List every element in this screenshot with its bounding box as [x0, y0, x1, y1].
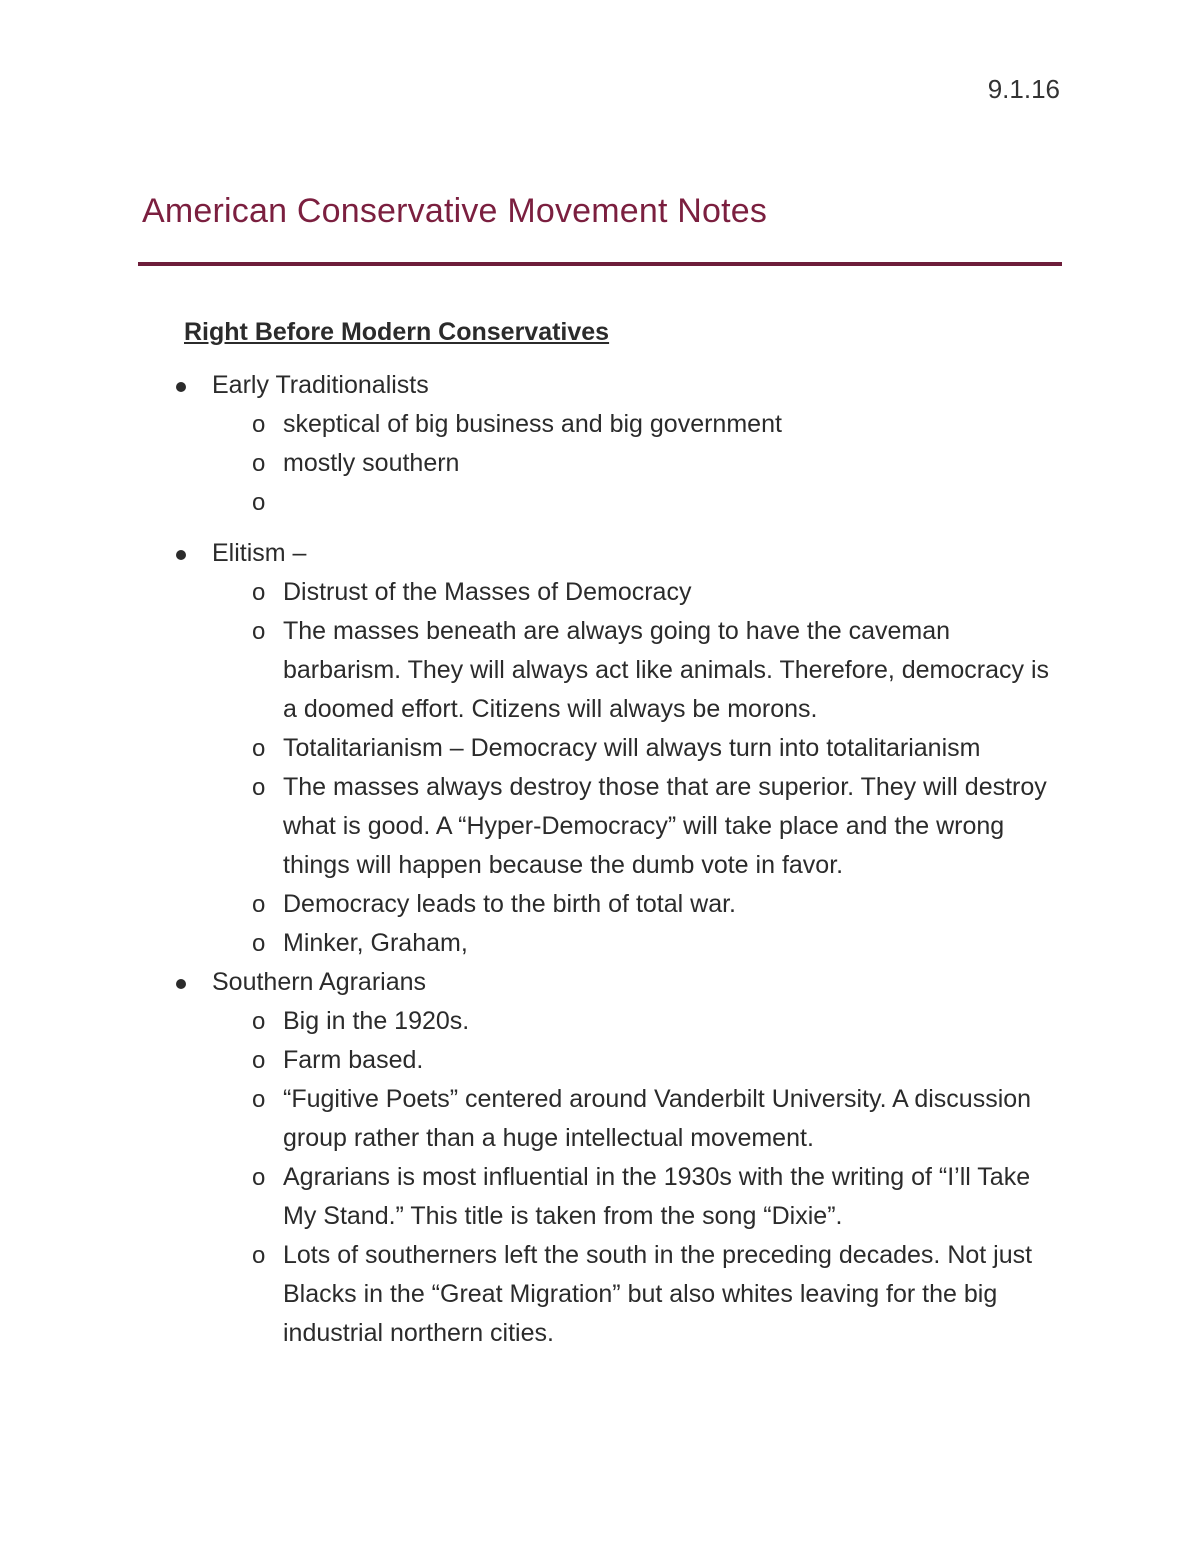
list-item-label: Southern Agrarians: [212, 968, 427, 996]
date-label: 9.1.16: [987, 74, 1060, 104]
bullet-list: [140, 366, 1060, 1353]
hollow-bullet-icon: o: [252, 489, 266, 516]
sub-list-item: [212, 1002, 1060, 1041]
sub-list-item-text: The masses always destroy those that are superior. They will destroy what is good. A “Hyper-Democracy” will take place and the wrong things will happen because the dumb vote in favor.: [283, 773, 1047, 879]
sub-list-item-text: Agrarians is most influential in the 1930s with the writing of “I’ll Take My Stand.” This title is taken from the song “Dixie”.: [283, 1163, 1031, 1230]
hollow-bullet-icon: o: [252, 618, 266, 645]
hollow-bullet-icon: o: [252, 1164, 266, 1191]
hollow-bullet-icon: o: [252, 1047, 266, 1074]
sub-list-item: [212, 405, 1060, 444]
hollow-bullet-icon: o: [252, 579, 266, 606]
bullet-icon: [176, 979, 186, 989]
sub-list-item-text: skeptical of big business and big government: [283, 410, 782, 438]
notes-content: [140, 313, 1060, 1353]
hollow-bullet-icon: o: [252, 774, 266, 801]
sub-list-item-text: “Fugitive Poets” centered around Vanderbilt University. A discussion group rather than a huge intellectual movement.: [283, 1085, 1032, 1152]
sub-list-item: [212, 729, 1060, 768]
hollow-bullet-icon: o: [252, 735, 266, 762]
list-item: [140, 534, 1060, 963]
hollow-bullet-icon: o: [252, 1008, 266, 1035]
bullet-icon: [176, 550, 186, 560]
sub-list-item-text: Farm based.: [283, 1046, 424, 1074]
sub-list-item-text: Democracy leads to the birth of total war.: [283, 890, 736, 918]
sub-list-item-text: Distrust of the Masses of Democracy: [283, 578, 692, 606]
title-divider: [138, 262, 1062, 266]
sub-list-item-text: Lots of southerners left the south in the preceding decades. Not just Blacks in the “Great Migration” but also whites leaving for the big industrial northern cities.: [283, 1241, 1033, 1347]
hollow-bullet-icon: o: [252, 411, 266, 438]
hollow-bullet-icon: o: [252, 1242, 266, 1269]
sub-list-item-text: Big in the 1920s.: [283, 1007, 470, 1035]
hollow-bullet-icon: o: [252, 930, 266, 957]
hollow-bullet-icon: o: [252, 891, 266, 918]
sub-list-item: [212, 1158, 1060, 1236]
sub-list-item-text: Minker, Graham,: [283, 929, 468, 957]
sub-list-item-text: Totalitarianism – Democracy will always turn into totalitarianism: [283, 734, 981, 762]
list-item-label: Elitism –: [212, 539, 307, 567]
sub-list-item: [212, 924, 1060, 963]
sub-list-item: [212, 1080, 1060, 1158]
sub-list-item: [212, 483, 1060, 534]
list-item-label: Early Traditionalists: [212, 371, 429, 399]
section-heading: Right Before Modern Conservatives: [184, 318, 610, 346]
sub-list: [212, 1002, 1060, 1353]
sub-list: [212, 405, 1060, 534]
document-title: American Conservative Movement Notes: [142, 192, 768, 230]
hollow-bullet-icon: o: [252, 450, 266, 477]
sub-list-item: [212, 573, 1060, 612]
list-item: [140, 963, 1060, 1353]
bullet-icon: [176, 382, 186, 392]
sub-list-item: [212, 612, 1060, 729]
sub-list-item: [212, 885, 1060, 924]
hollow-bullet-icon: o: [252, 1086, 266, 1113]
sub-list-item: [212, 444, 1060, 483]
sub-list-item: [212, 1236, 1060, 1353]
sub-list-item-text: mostly southern: [283, 449, 460, 477]
list-item: [140, 366, 1060, 534]
sub-list: [212, 573, 1060, 963]
sub-list-item-text: The masses beneath are always going to have the caveman barbarism. They will always act like animals. Therefore, democracy is a doomed effort. Citizens will always be morons.: [283, 617, 1050, 723]
sub-list-item: [212, 768, 1060, 885]
sub-list-item: [212, 1041, 1060, 1080]
